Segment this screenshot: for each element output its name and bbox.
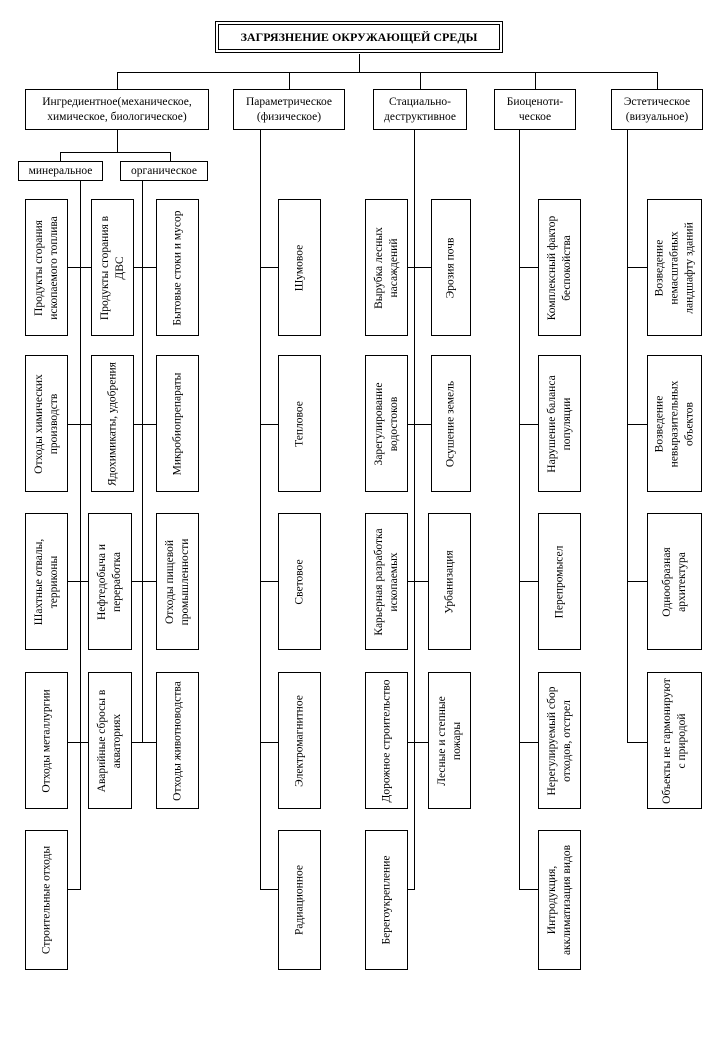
item-label: Нерегулируемый сбор отходов, отстрел: [545, 685, 573, 796]
item-label: Однообразная архитектура: [660, 546, 688, 617]
item-box: [538, 672, 581, 809]
item-label: Отходы металлургии: [40, 688, 53, 793]
item-label: Тепловое: [293, 400, 306, 447]
item-box: [91, 199, 134, 336]
connector: [260, 889, 278, 890]
item-label: Объекты не гармонируют с природой: [660, 677, 688, 804]
spine-biocenotic: [519, 130, 520, 889]
item-label: Карьерная разработка ископаемых: [372, 527, 400, 636]
item-box: [278, 355, 321, 492]
item-label: Перепромысел: [553, 545, 566, 618]
item-box: [25, 672, 68, 809]
item-box: [156, 672, 199, 809]
connector: [117, 72, 657, 73]
item-label: Электромагнитное: [293, 694, 306, 787]
item-box: [25, 830, 68, 970]
connector: [68, 889, 81, 890]
connector: [132, 742, 156, 743]
item-box: [365, 199, 408, 336]
category-aesthetic: Эстетическое (визуальное): [611, 89, 703, 130]
connector: [359, 54, 360, 72]
item-box: [538, 830, 581, 970]
connector: [68, 267, 91, 268]
item-box: [278, 830, 321, 970]
item-label: Продукты сгорания в ДВС: [98, 215, 126, 320]
connector: [408, 424, 431, 425]
category-parametric: Параметрическое (физическое): [233, 89, 345, 130]
connector: [627, 424, 647, 425]
connector: [260, 581, 278, 582]
connector: [535, 72, 536, 89]
category-stationary: Стациально-деструктивное: [373, 89, 467, 130]
item-label: Ядохимикаты, удобрения: [106, 361, 119, 486]
subcategory-organic: органическое: [120, 161, 208, 181]
connector: [408, 267, 431, 268]
connector: [627, 742, 647, 743]
item-box: [538, 355, 581, 492]
item-label: Нефтедобыча и переработка: [96, 543, 123, 620]
item-label: Отходы пищевой промышленности: [163, 538, 191, 625]
item-label: Урбанизация: [443, 549, 456, 614]
connector: [170, 152, 171, 161]
spine-aesthetic: [627, 130, 628, 742]
item-box: [156, 355, 199, 492]
item-box: [428, 513, 471, 650]
item-box: [25, 355, 68, 492]
item-label: Микробиопрепараты: [171, 372, 184, 475]
connector: [627, 267, 647, 268]
connector: [260, 424, 278, 425]
item-label: Радиационное: [293, 865, 306, 935]
item-box: [365, 672, 408, 809]
item-label: Эрозия почв: [444, 237, 457, 298]
item-label: Комплексный фактор беспокойства: [545, 215, 573, 320]
item-box: [365, 830, 408, 970]
item-label: Шахтные отвалы, терриконы: [32, 538, 60, 625]
item-label: Продукты сгорания ископаемого топлива: [32, 215, 60, 320]
connector: [408, 889, 415, 890]
item-box: [156, 199, 199, 336]
connector: [519, 742, 538, 743]
connector: [289, 72, 290, 89]
item-box: [278, 199, 321, 336]
item-label: Нарушение баланса популяции: [545, 374, 573, 473]
connector: [519, 424, 538, 425]
item-box: [647, 199, 702, 336]
spine-parametric: [260, 130, 261, 889]
category-biocenotic: Биоценоти-ческое: [494, 89, 576, 130]
connector: [627, 581, 647, 582]
item-box: [88, 513, 132, 650]
item-box: [431, 199, 471, 336]
item-label: Шумовое: [293, 244, 306, 291]
connector: [132, 267, 156, 268]
item-box: [428, 672, 471, 809]
item-box: [647, 672, 702, 809]
item-label: Возведение немасштабных ландшафту зданий: [653, 221, 695, 314]
item-label: Интродукция, акклиматизация видов: [545, 844, 573, 956]
connector: [519, 889, 538, 890]
item-label: Отходы химических производств: [32, 373, 60, 474]
connector: [117, 72, 118, 89]
spine-organic: [142, 181, 143, 742]
item-label: Возведение невыразительных объектов: [653, 380, 695, 467]
connector: [60, 152, 61, 161]
connector: [260, 267, 278, 268]
item-box: [431, 355, 471, 492]
item-box: [647, 513, 702, 650]
item-box: [91, 355, 134, 492]
connector: [420, 72, 421, 89]
diagram-title: ЗАГРЯЗНЕНИЕ ОКРУЖАЮЩЕЙ СРЕДЫ: [218, 24, 500, 50]
item-label: Вырубка лесных насаждений: [372, 226, 400, 309]
spine-stationary: [414, 130, 415, 889]
item-box: [25, 199, 68, 336]
item-label: Световое: [293, 558, 306, 605]
item-label: Строительные отходы: [40, 845, 53, 955]
item-box: [365, 355, 408, 492]
connector: [117, 130, 118, 152]
connector: [519, 267, 538, 268]
item-label: Аварийные сбросы в акваториях: [96, 689, 123, 792]
item-box: [278, 513, 321, 650]
spine-mineral: [80, 181, 81, 889]
connector: [132, 424, 156, 425]
connector: [657, 72, 658, 89]
connector: [60, 152, 170, 153]
category-ingredient: Ингредиентное(механическое, химическое, биологическое): [25, 89, 209, 130]
connector: [68, 424, 91, 425]
subcategory-mineral: минеральное: [18, 161, 103, 181]
connector: [132, 581, 156, 582]
item-label: Отходы животноводства: [171, 680, 184, 801]
item-box: [538, 513, 581, 650]
item-label: Осушение земель: [444, 380, 457, 467]
item-label: Зарегулирование водостоков: [372, 382, 400, 465]
item-box: [365, 513, 408, 650]
connector: [260, 742, 278, 743]
item-label: Лесные и степные пожары: [435, 695, 463, 786]
item-box: [88, 672, 132, 809]
item-label: Дорожное строительство: [380, 678, 393, 803]
item-box: [25, 513, 68, 650]
connector: [519, 581, 538, 582]
item-box: [156, 513, 199, 650]
item-box: [538, 199, 581, 336]
item-box: [278, 672, 321, 809]
item-label: Бытовые стоки и мусор: [171, 209, 184, 326]
item-box: [647, 355, 702, 492]
item-label: Берегоукрепление: [380, 855, 393, 945]
